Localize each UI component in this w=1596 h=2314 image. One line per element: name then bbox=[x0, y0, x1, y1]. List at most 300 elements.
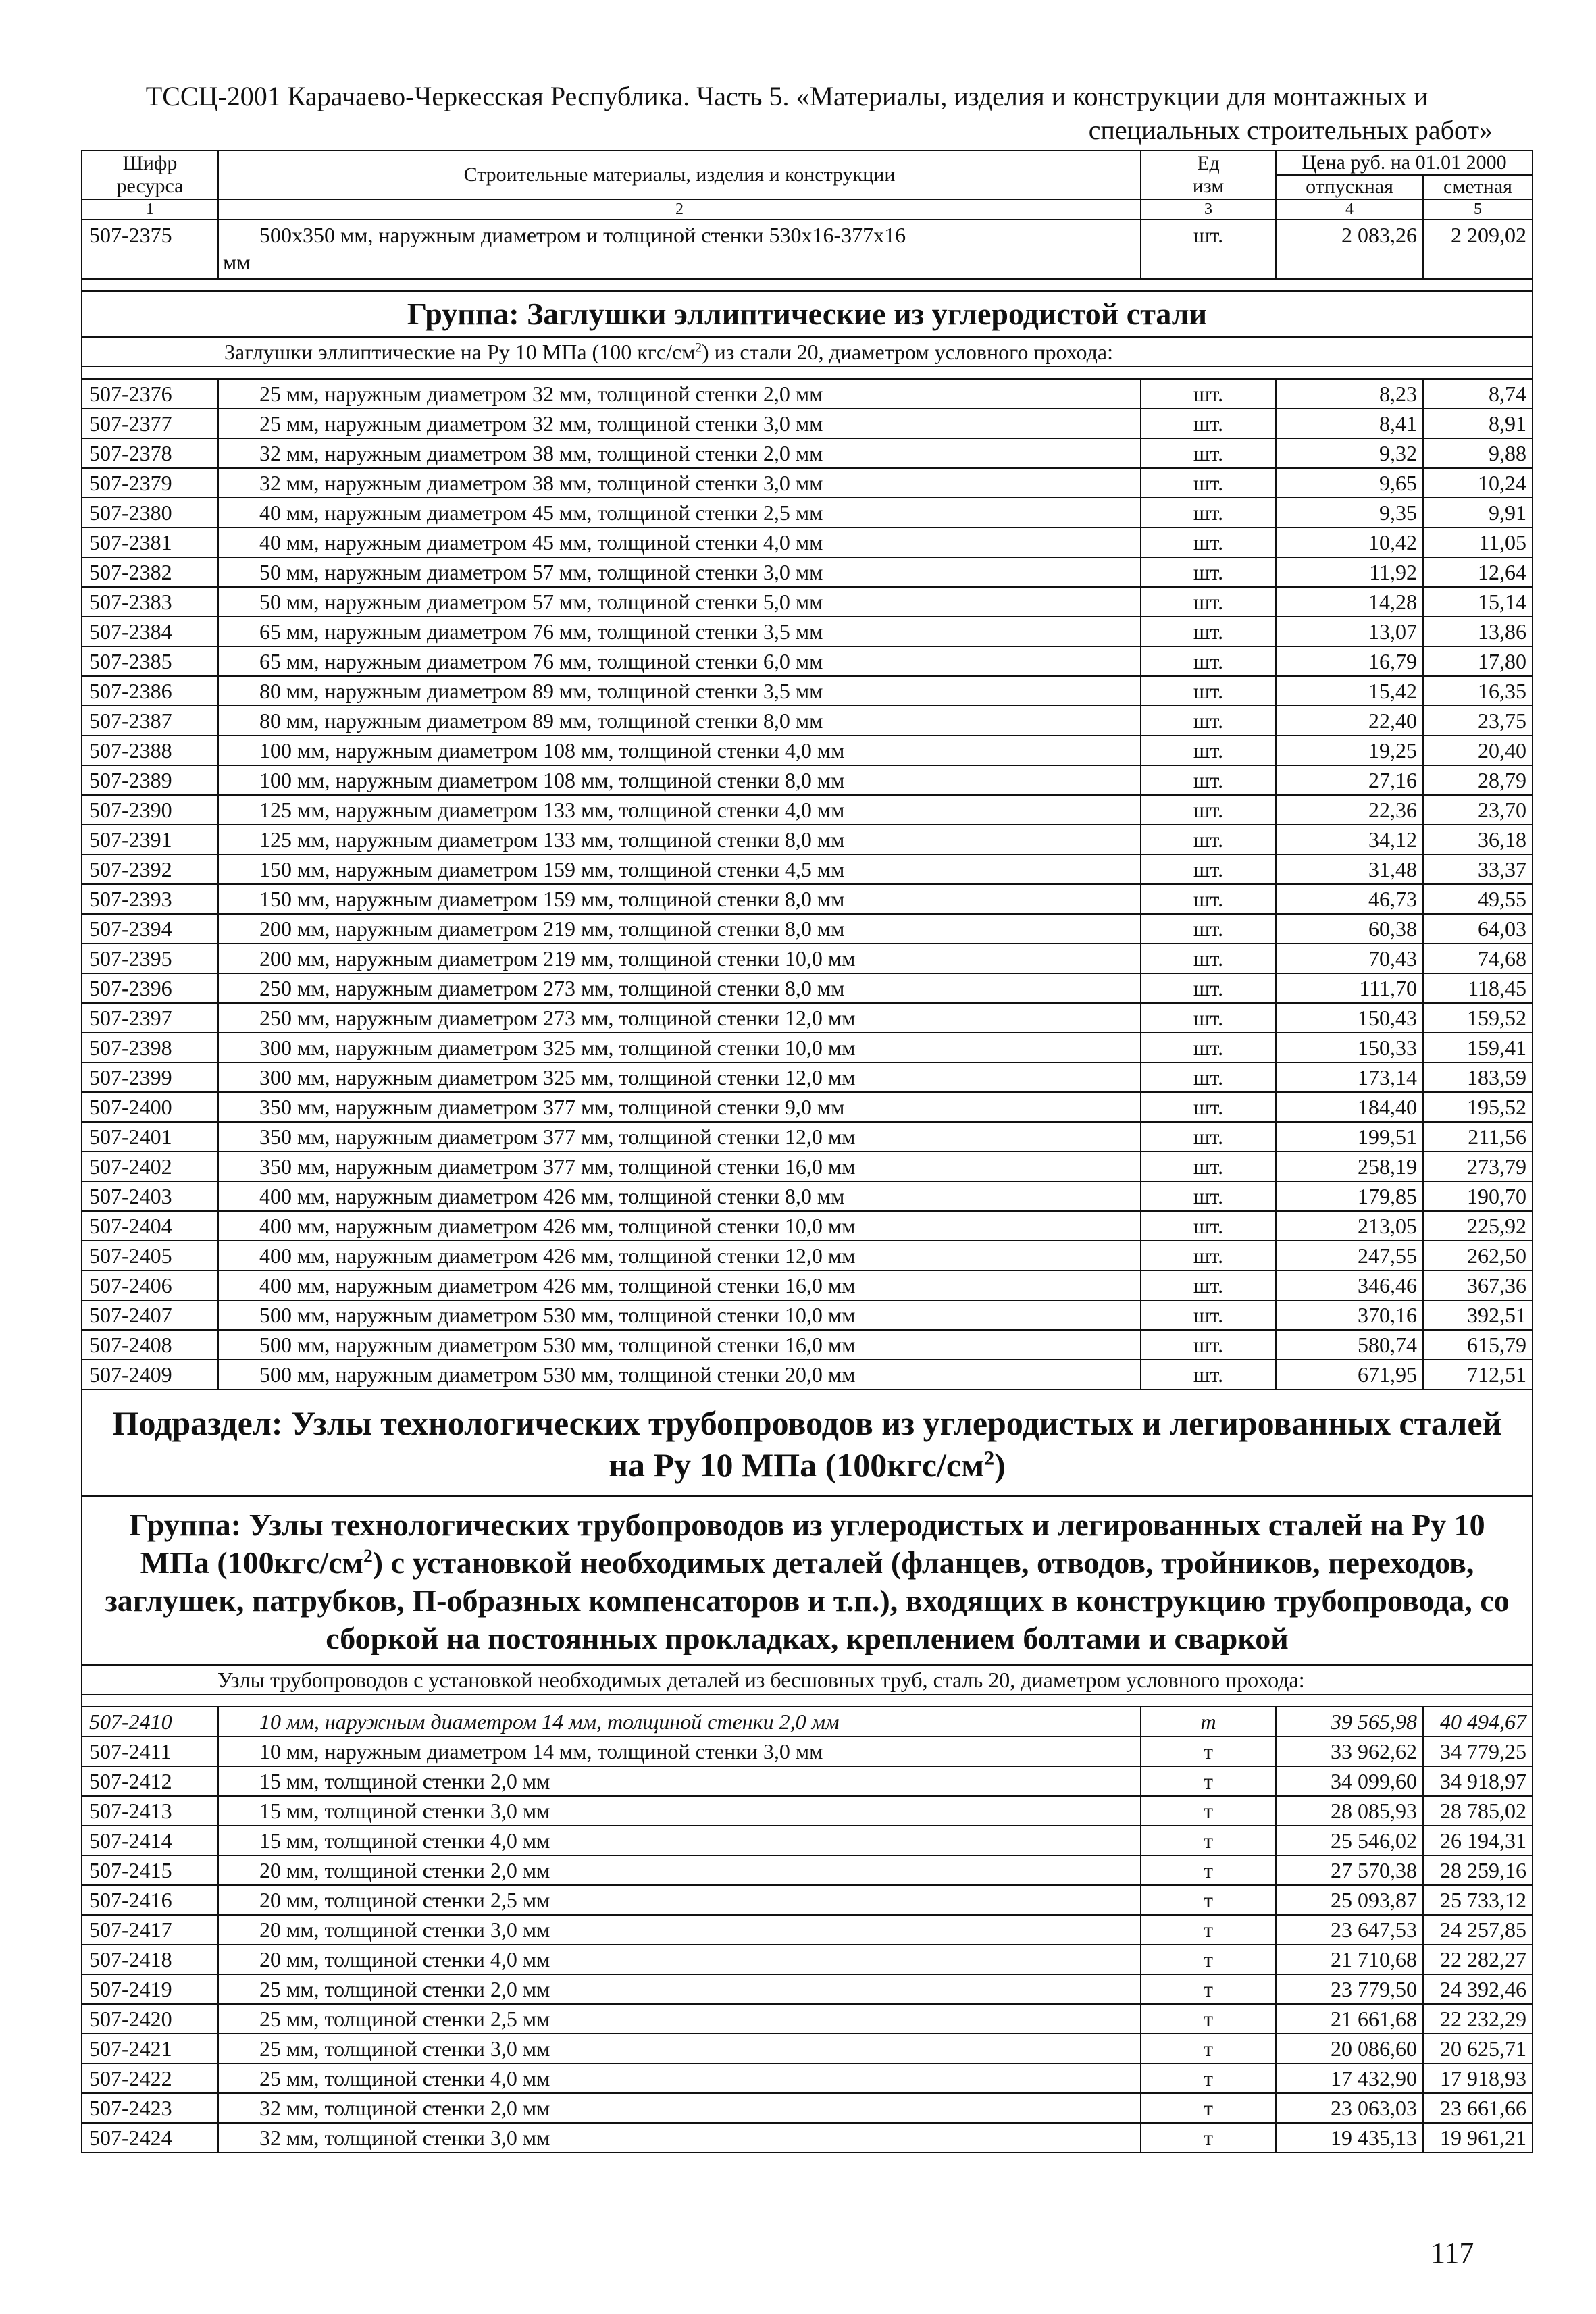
group-title-superscript: 2 bbox=[363, 1545, 373, 1566]
release-price: 150,43 bbox=[1276, 1003, 1423, 1033]
table-header-row-1 bbox=[82, 151, 1533, 175]
release-price: 2 083,26 bbox=[1276, 220, 1423, 279]
release-price: 15,42 bbox=[1276, 676, 1423, 706]
unit: шт. bbox=[1141, 1270, 1276, 1300]
estimate-price: 195,52 bbox=[1423, 1092, 1533, 1122]
resource-description: 20 мм, толщиной стенки 3,0 мм bbox=[218, 1915, 1141, 1945]
resource-description: 50 мм, наружным диаметром 57 мм, толщиной стенки 3,0 мм bbox=[218, 557, 1141, 587]
resource-description: 32 мм, наружным диаметром 38 мм, толщиной стенки 3,0 мм bbox=[218, 468, 1141, 498]
table-row bbox=[82, 1796, 1533, 1826]
release-price: 27,16 bbox=[1276, 765, 1423, 795]
estimate-price: 28,79 bbox=[1423, 765, 1533, 795]
release-price: 580,74 bbox=[1276, 1330, 1423, 1360]
unit: т bbox=[1141, 1885, 1276, 1915]
resource-code: 507-2392 bbox=[82, 854, 218, 884]
table-row bbox=[82, 1003, 1533, 1033]
estimate-price: 11,05 bbox=[1423, 528, 1533, 557]
estimate-price: 24 257,85 bbox=[1423, 1915, 1533, 1945]
table-row bbox=[82, 1737, 1533, 1766]
resource-code: 507-2408 bbox=[82, 1330, 218, 1360]
table-row bbox=[82, 1945, 1533, 1974]
estimate-price: 225,92 bbox=[1423, 1211, 1533, 1241]
table-row bbox=[82, 1122, 1533, 1152]
resource-code: 507-2402 bbox=[82, 1152, 218, 1181]
release-price: 150,33 bbox=[1276, 1033, 1423, 1062]
resource-description: 65 мм, наружным диаметром 76 мм, толщиной стенки 6,0 мм bbox=[218, 646, 1141, 676]
estimate-price: 190,70 bbox=[1423, 1181, 1533, 1211]
resource-description: 15 мм, толщиной стенки 4,0 мм bbox=[218, 1826, 1141, 1855]
resource-code: 507-2405 bbox=[82, 1241, 218, 1270]
estimate-price: 118,45 bbox=[1423, 973, 1533, 1003]
group-title bbox=[82, 1496, 1533, 1665]
estimate-price: 9,88 bbox=[1423, 438, 1533, 468]
resource-code: 507-2420 bbox=[82, 2004, 218, 2034]
release-price: 111,70 bbox=[1276, 973, 1423, 1003]
resource-code: 507-2391 bbox=[82, 825, 218, 854]
table-row bbox=[82, 1211, 1533, 1241]
table-row bbox=[82, 1707, 1533, 1737]
resource-description: 25 мм, наружным диаметром 32 мм, толщиной стенки 2,0 мм bbox=[218, 379, 1141, 409]
estimate-price: 159,41 bbox=[1423, 1033, 1533, 1062]
resource-description: 100 мм, наружным диаметром 108 мм, толщиной стенки 4,0 мм bbox=[218, 736, 1141, 765]
table-row bbox=[82, 220, 1533, 279]
unit: т bbox=[1141, 1707, 1276, 1737]
description-line-1: 500x350 мм, наружным диаметром и толщиной стенки 530x16-377x16 bbox=[259, 223, 906, 247]
estimate-price: 9,91 bbox=[1423, 498, 1533, 528]
resource-code: 507-2423 bbox=[82, 2093, 218, 2123]
estimate-price: 40 494,67 bbox=[1423, 1707, 1533, 1737]
unit: шт. bbox=[1141, 914, 1276, 944]
resource-description: 15 мм, толщиной стенки 3,0 мм bbox=[218, 1796, 1141, 1826]
unit: шт. bbox=[1141, 557, 1276, 587]
estimate-price: 33,37 bbox=[1423, 854, 1533, 884]
resource-code: 507-2424 bbox=[82, 2123, 218, 2153]
unit: шт. bbox=[1141, 1033, 1276, 1062]
group-intro bbox=[82, 337, 1533, 367]
resource-description: 300 мм, наружным диаметром 325 мм, толщиной стенки 12,0 мм bbox=[218, 1062, 1141, 1092]
table-row bbox=[82, 1974, 1533, 2004]
desc-column-header: Строительные материалы, изделия и конструкции bbox=[218, 151, 1141, 199]
table-row bbox=[82, 587, 1533, 617]
subsection-line-2-text: на Ру 10 МПа (100кгс/см bbox=[609, 1446, 985, 1484]
unit: шт. bbox=[1141, 468, 1276, 498]
resource-description: 25 мм, толщиной стенки 3,0 мм bbox=[218, 2034, 1141, 2063]
resource-description: 350 мм, наружным диаметром 377 мм, толщиной стенки 16,0 мм bbox=[218, 1152, 1141, 1181]
resource-description: 25 мм, толщиной стенки 2,0 мм bbox=[218, 1974, 1141, 2004]
release-price: 22,40 bbox=[1276, 706, 1423, 736]
table-row bbox=[82, 2093, 1533, 2123]
group-title-row bbox=[82, 1496, 1533, 1665]
unit: шт. bbox=[1141, 1330, 1276, 1360]
resource-description: 15 мм, толщиной стенки 2,0 мм bbox=[218, 1766, 1141, 1796]
unit: шт. bbox=[1141, 1211, 1276, 1241]
table-row bbox=[82, 468, 1533, 498]
resource-code: 507-2384 bbox=[82, 617, 218, 646]
table-row bbox=[82, 944, 1533, 973]
unit: т bbox=[1141, 1945, 1276, 1974]
resource-code: 507-2381 bbox=[82, 528, 218, 557]
table-row bbox=[82, 438, 1533, 468]
resource-description: 80 мм, наружным диаметром 89 мм, толщиной стенки 8,0 мм bbox=[218, 706, 1141, 736]
release-price: 23 063,03 bbox=[1276, 2093, 1423, 2123]
release-price: 33 962,62 bbox=[1276, 1737, 1423, 1766]
column-number-row bbox=[82, 199, 1533, 220]
resource-code: 507-2411 bbox=[82, 1737, 218, 1766]
resource-description: 150 мм, наружным диаметром 159 мм, толщиной стенки 8,0 мм bbox=[218, 884, 1141, 914]
estimate-price: 28 785,02 bbox=[1423, 1796, 1533, 1826]
resource-description: 300 мм, наружным диаметром 325 мм, толщиной стенки 10,0 мм bbox=[218, 1033, 1141, 1062]
table-row bbox=[82, 1062, 1533, 1092]
release-price: 70,43 bbox=[1276, 944, 1423, 973]
resource-code: 507-2382 bbox=[82, 557, 218, 587]
release-price: 34,12 bbox=[1276, 825, 1423, 854]
resource-code: 507-2394 bbox=[82, 914, 218, 944]
estimate-price: 8,74 bbox=[1423, 379, 1533, 409]
resource-description: 350 мм, наружным диаметром 377 мм, толщиной стенки 12,0 мм bbox=[218, 1122, 1141, 1152]
resource-code: 507-2379 bbox=[82, 468, 218, 498]
unit: т bbox=[1141, 2063, 1276, 2093]
estimate-price: 615,79 bbox=[1423, 1330, 1533, 1360]
estimate-price: 392,51 bbox=[1423, 1300, 1533, 1330]
estimate-price: 19 961,21 bbox=[1423, 2123, 1533, 2153]
unit: шт. bbox=[1141, 1152, 1276, 1181]
col-number: 3 bbox=[1141, 199, 1276, 220]
release-price: 370,16 bbox=[1276, 1300, 1423, 1330]
table-row bbox=[82, 617, 1533, 646]
unit: шт. bbox=[1141, 528, 1276, 557]
resource-description: 20 мм, толщиной стенки 4,0 мм bbox=[218, 1945, 1141, 1974]
price-column-header: Цена руб. на 01.01 2000 bbox=[1276, 151, 1533, 175]
resource-code: 507-2400 bbox=[82, 1092, 218, 1122]
resource-description: 25 мм, толщиной стенки 2,5 мм bbox=[218, 2004, 1141, 2034]
resource-description: 400 мм, наружным диаметром 426 мм, толщиной стенки 8,0 мм bbox=[218, 1181, 1141, 1211]
unit: шт. bbox=[1141, 854, 1276, 884]
resource-description: 20 мм, толщиной стенки 2,5 мм bbox=[218, 1885, 1141, 1915]
group-intro-row bbox=[82, 337, 1533, 367]
estimate-price: 273,79 bbox=[1423, 1152, 1533, 1181]
table-row bbox=[82, 1092, 1533, 1122]
resource-code: 507-2413 bbox=[82, 1796, 218, 1826]
resource-description bbox=[218, 220, 1141, 279]
resource-code: 507-2419 bbox=[82, 1974, 218, 2004]
unit: шт. bbox=[1141, 220, 1276, 279]
estimate-price: 34 918,97 bbox=[1423, 1766, 1533, 1796]
release-price: 184,40 bbox=[1276, 1092, 1423, 1122]
group-title-text: Группа: Узлы технологических трубопроводов из углеродистых и легированных сталей на Ру 10 МПа (100кгс/см bbox=[129, 1508, 1485, 1580]
release-price: 31,48 bbox=[1276, 854, 1423, 884]
release-price: 9,65 bbox=[1276, 468, 1423, 498]
table-row bbox=[82, 528, 1533, 557]
unit: т bbox=[1141, 2034, 1276, 2063]
resource-code: 507-2378 bbox=[82, 438, 218, 468]
estimate-price: 24 392,46 bbox=[1423, 1974, 1533, 2004]
resource-code: 507-2412 bbox=[82, 1766, 218, 1796]
estimate-price: 262,50 bbox=[1423, 1241, 1533, 1270]
estimate-price: 13,86 bbox=[1423, 617, 1533, 646]
unit: шт. bbox=[1141, 617, 1276, 646]
table-row bbox=[82, 1033, 1533, 1062]
unit: т bbox=[1141, 1855, 1276, 1885]
subsection-title-row bbox=[82, 1389, 1533, 1496]
page-header bbox=[81, 80, 1493, 147]
unit: т bbox=[1141, 1826, 1276, 1855]
resource-code: 507-2398 bbox=[82, 1033, 218, 1062]
unit: шт. bbox=[1141, 884, 1276, 914]
unit: т bbox=[1141, 1737, 1276, 1766]
estimate-price: 64,03 bbox=[1423, 914, 1533, 944]
table-row bbox=[82, 409, 1533, 438]
release-price: 34 099,60 bbox=[1276, 1766, 1423, 1796]
resource-code: 507-2375 bbox=[82, 220, 218, 279]
resource-description: 400 мм, наружным диаметром 426 мм, толщиной стенки 16,0 мм bbox=[218, 1270, 1141, 1300]
estimate-price: 23 661,66 bbox=[1423, 2093, 1533, 2123]
release-price: 22,36 bbox=[1276, 795, 1423, 825]
resource-code: 507-2409 bbox=[82, 1360, 218, 1389]
resource-description: 80 мм, наружным диаметром 89 мм, толщиной стенки 3,5 мм bbox=[218, 676, 1141, 706]
unit: шт. bbox=[1141, 646, 1276, 676]
resource-code: 507-2377 bbox=[82, 409, 218, 438]
price-table bbox=[81, 150, 1533, 2153]
resource-description: 150 мм, наружным диаметром 159 мм, толщиной стенки 4,5 мм bbox=[218, 854, 1141, 884]
release-price: 23 647,53 bbox=[1276, 1915, 1423, 1945]
resource-code: 507-2407 bbox=[82, 1300, 218, 1330]
group2-rows bbox=[82, 1707, 1533, 2153]
unit: т bbox=[1141, 1915, 1276, 1945]
resource-description: 20 мм, толщиной стенки 2,0 мм bbox=[218, 1855, 1141, 1885]
table-row bbox=[82, 825, 1533, 854]
table-row bbox=[82, 973, 1533, 1003]
unit: шт. bbox=[1141, 438, 1276, 468]
unit: шт. bbox=[1141, 1122, 1276, 1152]
unit: шт. bbox=[1141, 973, 1276, 1003]
table-row bbox=[82, 914, 1533, 944]
release-price: 247,55 bbox=[1276, 1241, 1423, 1270]
table-row bbox=[82, 1885, 1533, 1915]
resource-code: 507-2396 bbox=[82, 973, 218, 1003]
resource-description: 25 мм, толщиной стенки 4,0 мм bbox=[218, 2063, 1141, 2093]
release-price: 21 661,68 bbox=[1276, 2004, 1423, 2034]
resource-code: 507-2410 bbox=[82, 1707, 218, 1737]
table-row bbox=[82, 1360, 1533, 1389]
unit: шт. bbox=[1141, 1062, 1276, 1092]
spacer-row bbox=[82, 367, 1533, 379]
resource-description: 40 мм, наружным диаметром 45 мм, толщиной стенки 4,0 мм bbox=[218, 528, 1141, 557]
estimate-price: 25 733,12 bbox=[1423, 1885, 1533, 1915]
resource-code: 507-2390 bbox=[82, 795, 218, 825]
resource-description: 200 мм, наружным диаметром 219 мм, толщиной стенки 10,0 мм bbox=[218, 944, 1141, 973]
estimate-price: 17 918,93 bbox=[1423, 2063, 1533, 2093]
release-price: 46,73 bbox=[1276, 884, 1423, 914]
release-price: 27 570,38 bbox=[1276, 1855, 1423, 1885]
code-column-header bbox=[82, 151, 218, 199]
resource-code: 507-2421 bbox=[82, 2034, 218, 2063]
estimate-price: 34 779,25 bbox=[1423, 1737, 1533, 1766]
resource-description: 400 мм, наружным диаметром 426 мм, толщиной стенки 10,0 мм bbox=[218, 1211, 1141, 1241]
table-row bbox=[82, 498, 1533, 528]
table-row bbox=[82, 646, 1533, 676]
estimate-price: 23,75 bbox=[1423, 706, 1533, 736]
intro-superscript: 2 bbox=[695, 340, 702, 355]
release-price: 28 085,93 bbox=[1276, 1796, 1423, 1826]
release-price: 14,28 bbox=[1276, 587, 1423, 617]
resource-code: 507-2387 bbox=[82, 706, 218, 736]
estimate-price: 10,24 bbox=[1423, 468, 1533, 498]
estimate-price: 36,18 bbox=[1423, 825, 1533, 854]
release-price: 9,35 bbox=[1276, 498, 1423, 528]
estimate-price: 712,51 bbox=[1423, 1360, 1533, 1389]
table-row bbox=[82, 2034, 1533, 2063]
unit: шт. bbox=[1141, 944, 1276, 973]
release-price: 213,05 bbox=[1276, 1211, 1423, 1241]
resource-description: 350 мм, наружным диаметром 377 мм, толщиной стенки 9,0 мм bbox=[218, 1092, 1141, 1122]
release-price: 258,19 bbox=[1276, 1152, 1423, 1181]
resource-code: 507-2401 bbox=[82, 1122, 218, 1152]
unit: т bbox=[1141, 2123, 1276, 2153]
resource-code: 507-2416 bbox=[82, 1885, 218, 1915]
unit: т bbox=[1141, 1974, 1276, 2004]
table-row bbox=[82, 1181, 1533, 1211]
group-intro: Узлы трубопроводов с установкой необходимых деталей из бесшовных труб, сталь 20, диаметром условного прохода: bbox=[82, 1665, 1533, 1695]
release-price: 199,51 bbox=[1276, 1122, 1423, 1152]
resource-description: 250 мм, наружным диаметром 273 мм, толщиной стенки 8,0 мм bbox=[218, 973, 1141, 1003]
estimate-price: 49,55 bbox=[1423, 884, 1533, 914]
subsection-line-2 bbox=[96, 1444, 1518, 1486]
resource-description: 25 мм, наружным диаметром 32 мм, толщиной стенки 3,0 мм bbox=[218, 409, 1141, 438]
resource-code: 507-2386 bbox=[82, 676, 218, 706]
estimate-price: 22 232,29 bbox=[1423, 2004, 1533, 2034]
table-row bbox=[82, 1766, 1533, 1796]
resource-description: 200 мм, наружным диаметром 219 мм, толщиной стенки 8,0 мм bbox=[218, 914, 1141, 944]
estimate-price: 2 209,02 bbox=[1423, 220, 1533, 279]
resource-description: 125 мм, наружным диаметром 133 мм, толщиной стенки 4,0 мм bbox=[218, 795, 1141, 825]
release-price: 13,07 bbox=[1276, 617, 1423, 646]
estimate-price: 74,68 bbox=[1423, 944, 1533, 973]
resource-description: 10 мм, наружным диаметром 14 мм, толщиной стенки 2,0 мм bbox=[218, 1707, 1141, 1737]
table-row bbox=[82, 736, 1533, 765]
group1-rows bbox=[82, 379, 1533, 1389]
col-number: 1 bbox=[82, 199, 218, 220]
description-line-2: мм bbox=[223, 250, 251, 274]
estimate-price: 28 259,16 bbox=[1423, 1855, 1533, 1885]
resource-code: 507-2389 bbox=[82, 765, 218, 795]
spacer-row bbox=[82, 1695, 1533, 1707]
table-row bbox=[82, 795, 1533, 825]
release-price: 20 086,60 bbox=[1276, 2034, 1423, 2063]
release-price-header: отпускная bbox=[1276, 175, 1423, 199]
resource-code: 507-2417 bbox=[82, 1915, 218, 1945]
release-price: 10,42 bbox=[1276, 528, 1423, 557]
release-price: 16,79 bbox=[1276, 646, 1423, 676]
resource-code: 507-2376 bbox=[82, 379, 218, 409]
intro-text: Заглушки эллиптические на Ру 10 МПа (100 кгс/см bbox=[224, 340, 696, 364]
resource-description: 32 мм, толщиной стенки 3,0 мм bbox=[218, 2123, 1141, 2153]
table-row bbox=[82, 2063, 1533, 2093]
resource-code: 507-2380 bbox=[82, 498, 218, 528]
resource-code: 507-2406 bbox=[82, 1270, 218, 1300]
estimate-price: 26 194,31 bbox=[1423, 1826, 1533, 1855]
resource-description: 500 мм, наружным диаметром 530 мм, толщиной стенки 16,0 мм bbox=[218, 1330, 1141, 1360]
unit: шт. bbox=[1141, 1181, 1276, 1211]
resource-description: 40 мм, наружным диаметром 45 мм, толщиной стенки 2,5 мм bbox=[218, 498, 1141, 528]
unit: шт. bbox=[1141, 409, 1276, 438]
resource-description: 100 мм, наружным диаметром 108 мм, толщиной стенки 8,0 мм bbox=[218, 765, 1141, 795]
resource-description: 125 мм, наружным диаметром 133 мм, толщиной стенки 8,0 мм bbox=[218, 825, 1141, 854]
release-price: 173,14 bbox=[1276, 1062, 1423, 1092]
release-price: 11,92 bbox=[1276, 557, 1423, 587]
resource-description: 50 мм, наружным диаметром 57 мм, толщиной стенки 5,0 мм bbox=[218, 587, 1141, 617]
release-price: 346,46 bbox=[1276, 1270, 1423, 1300]
code-label-1: Шифр bbox=[122, 152, 178, 174]
unit: шт. bbox=[1141, 676, 1276, 706]
release-price: 25 546,02 bbox=[1276, 1826, 1423, 1855]
header-line-1: ТССЦ-2001 Карачаево-Черкесская Республика. Часть 5. «Материалы, изделия и конструкции для монтажных и bbox=[145, 81, 1428, 111]
unit: шт. bbox=[1141, 1360, 1276, 1389]
table-row bbox=[82, 706, 1533, 736]
release-price: 8,23 bbox=[1276, 379, 1423, 409]
estimate-price: 22 282,27 bbox=[1423, 1945, 1533, 1974]
resource-description: 65 мм, наружным диаметром 76 мм, толщиной стенки 3,5 мм bbox=[218, 617, 1141, 646]
estimate-price: 23,70 bbox=[1423, 795, 1533, 825]
unit: шт. bbox=[1141, 1003, 1276, 1033]
code-label-2: ресурса bbox=[116, 175, 184, 197]
resource-description: 500 мм, наружным диаметром 530 мм, толщиной стенки 10,0 мм bbox=[218, 1300, 1141, 1330]
estimate-price: 12,64 bbox=[1423, 557, 1533, 587]
subsection-title bbox=[82, 1389, 1533, 1496]
resource-code: 507-2404 bbox=[82, 1211, 218, 1241]
unit: т bbox=[1141, 2093, 1276, 2123]
resource-code: 507-2388 bbox=[82, 736, 218, 765]
release-price: 60,38 bbox=[1276, 914, 1423, 944]
resource-code: 507-2403 bbox=[82, 1181, 218, 1211]
release-price: 17 432,90 bbox=[1276, 2063, 1423, 2093]
resource-code: 507-2414 bbox=[82, 1826, 218, 1855]
estimate-price: 20,40 bbox=[1423, 736, 1533, 765]
table-row bbox=[82, 557, 1533, 587]
estimate-price: 367,36 bbox=[1423, 1270, 1533, 1300]
estimate-price: 211,56 bbox=[1423, 1122, 1533, 1152]
table-row bbox=[82, 1300, 1533, 1330]
release-price: 671,95 bbox=[1276, 1360, 1423, 1389]
release-price: 39 565,98 bbox=[1276, 1707, 1423, 1737]
resource-code: 507-2395 bbox=[82, 944, 218, 973]
table-row bbox=[82, 1241, 1533, 1270]
estimate-price: 16,35 bbox=[1423, 676, 1533, 706]
unit: т bbox=[1141, 2004, 1276, 2034]
unit: шт. bbox=[1141, 587, 1276, 617]
release-price: 179,85 bbox=[1276, 1181, 1423, 1211]
col-number: 2 bbox=[218, 199, 1141, 220]
release-price: 19,25 bbox=[1276, 736, 1423, 765]
estimate-price: 17,80 bbox=[1423, 646, 1533, 676]
resource-description: 500 мм, наружным диаметром 530 мм, толщиной стенки 20,0 мм bbox=[218, 1360, 1141, 1389]
table-row bbox=[82, 2123, 1533, 2153]
unit-column-header bbox=[1141, 151, 1276, 199]
unit: шт. bbox=[1141, 379, 1276, 409]
resource-code: 507-2383 bbox=[82, 587, 218, 617]
estimate-price: 15,14 bbox=[1423, 587, 1533, 617]
table-row bbox=[82, 2004, 1533, 2034]
release-price: 9,32 bbox=[1276, 438, 1423, 468]
unit: шт. bbox=[1141, 825, 1276, 854]
release-price: 8,41 bbox=[1276, 409, 1423, 438]
table-row bbox=[82, 676, 1533, 706]
group-intro-row bbox=[82, 1665, 1533, 1695]
resource-code: 507-2418 bbox=[82, 1945, 218, 1974]
unit: шт. bbox=[1141, 706, 1276, 736]
subsection-superscript: 2 bbox=[984, 1447, 995, 1470]
group-title-row bbox=[82, 291, 1533, 337]
table-row bbox=[82, 1826, 1533, 1855]
